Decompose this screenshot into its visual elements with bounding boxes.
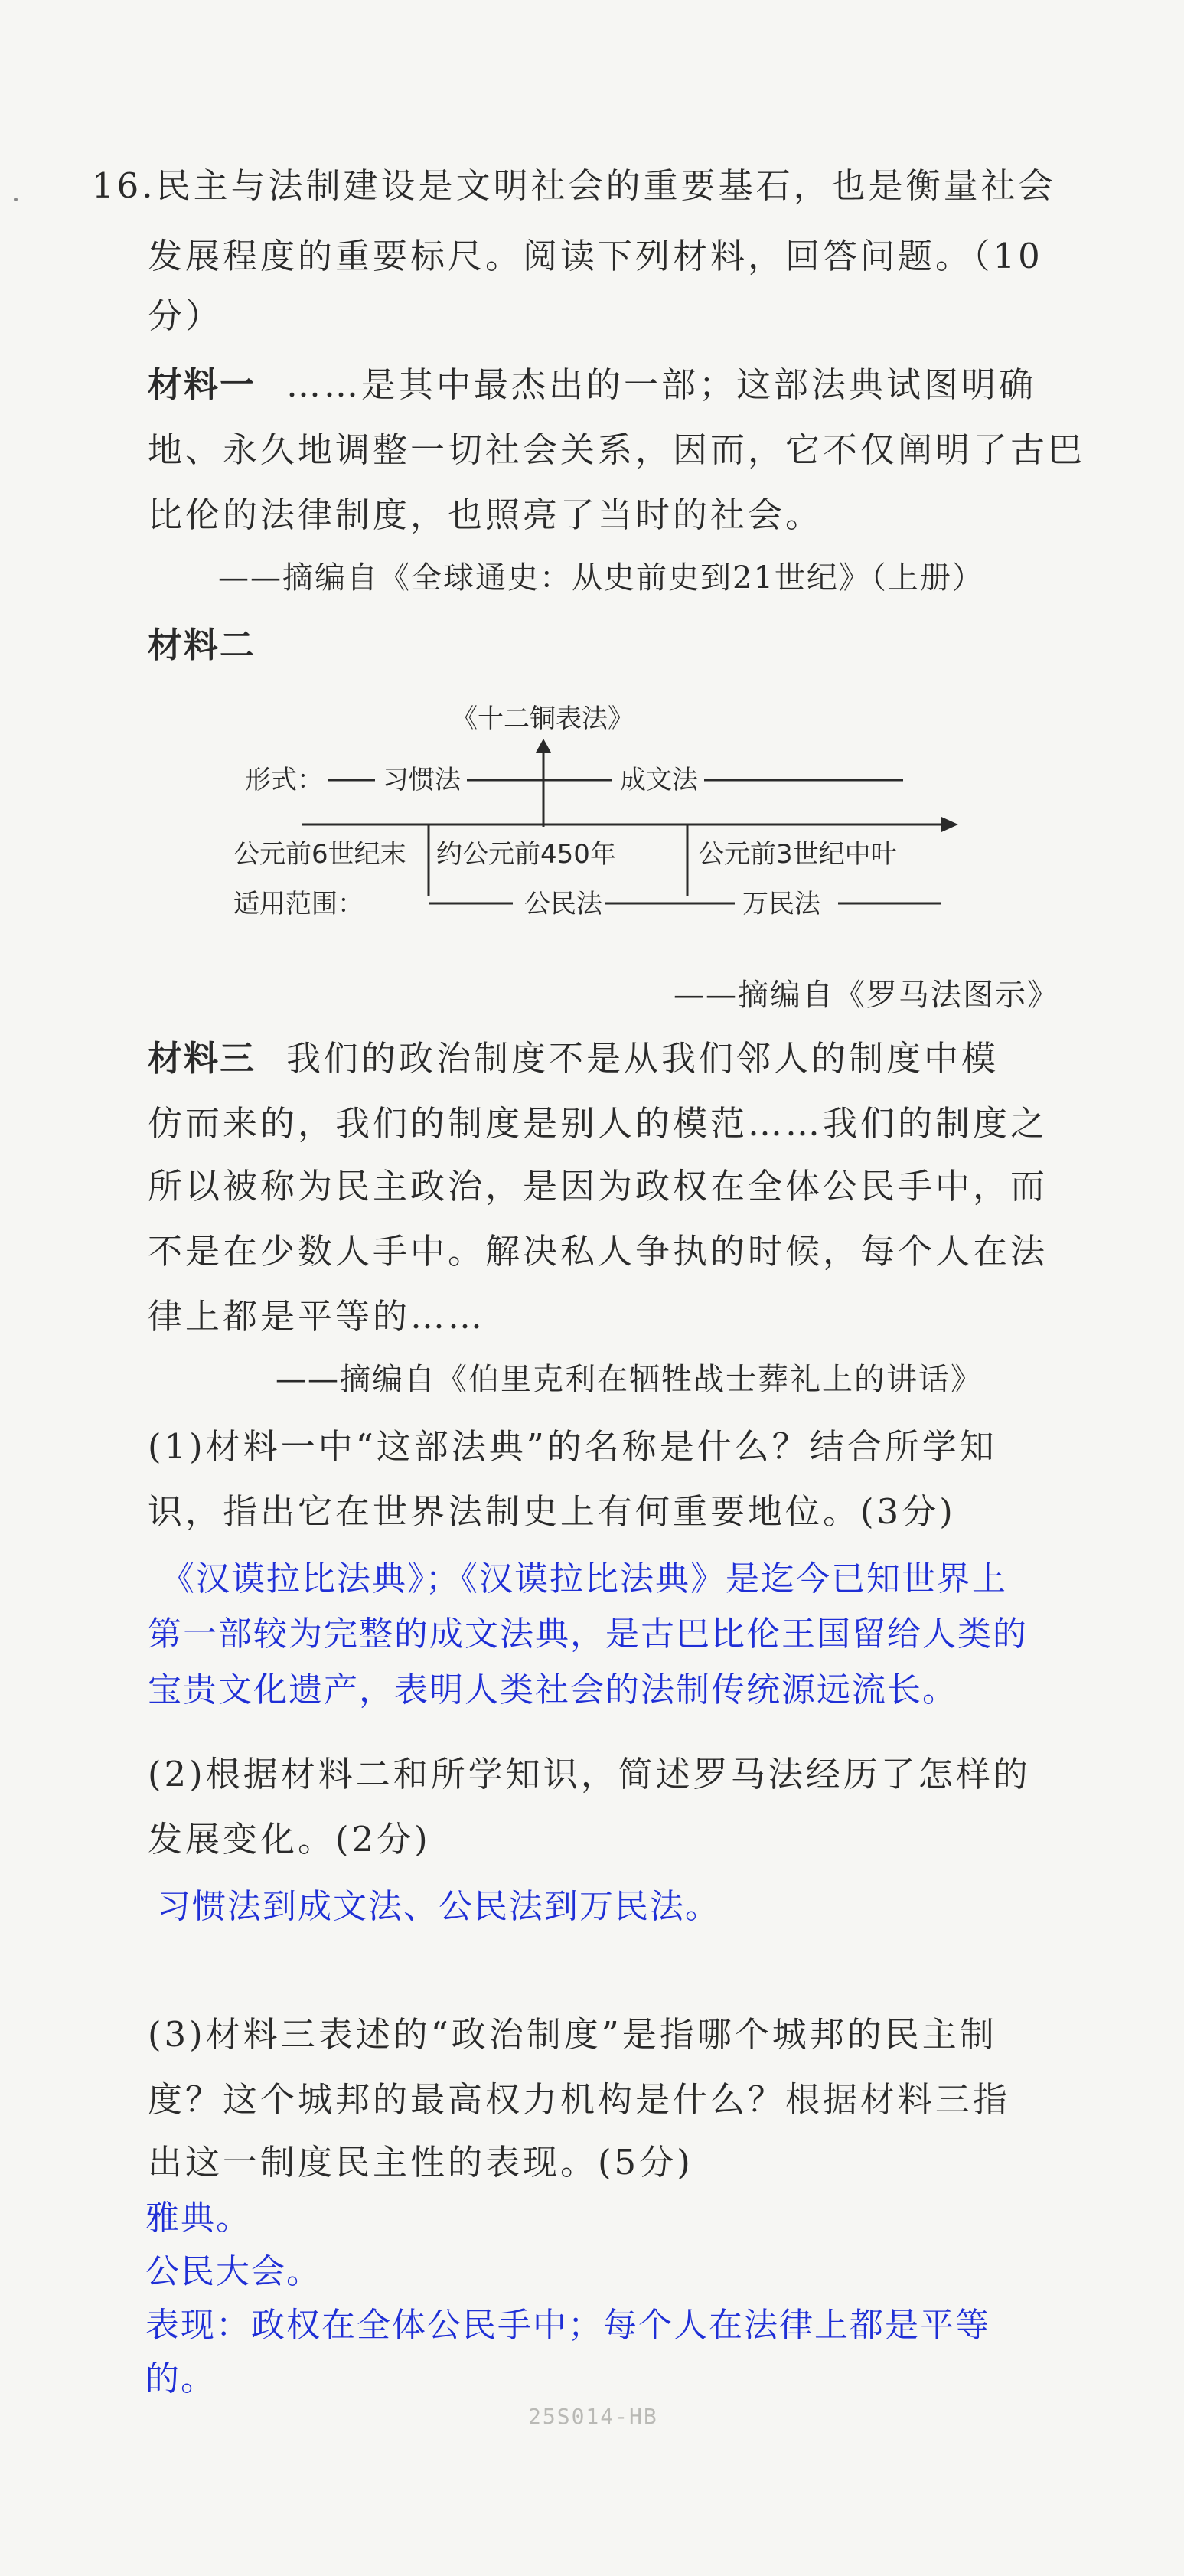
material3-line-5: 律上都是平等的…… (148, 1296, 486, 1337)
material1-label: 材料一 (148, 364, 256, 405)
scope-label: 适用范围： (233, 889, 364, 919)
material2-source: ——摘编自《罗马法图示》 (674, 978, 1059, 1013)
question-stem-line-2: 发展程度的重要标尺。阅读下列材料，回答问题。（10 (148, 236, 1043, 276)
margin-dot (14, 198, 18, 201)
sub1-answer-line-1: 《汉谟拉比法典》；《汉谟拉比法典》是迄今已知世界上 (161, 1559, 1007, 1598)
sub1-line-1: (1)材料一中“这部法典”的名称是什么？结合所学知 (148, 1426, 997, 1467)
material3-line-4: 不是在少数人手中。解决私人争执的时候，每个人在法 (148, 1231, 1049, 1272)
sub2-answer-line-1: 习惯法到成文法、公民法到万民法。 (157, 1887, 720, 1926)
sub3-answer-line-3: 表现：政权在全体公民手中；每个人在法律上都是平等 (145, 2306, 990, 2345)
material1-source: ——摘编自《全球通史：从史前史到21世纪》（上册） (218, 560, 984, 596)
diagram-title: 《十二铜表法》 (452, 704, 634, 734)
sub2-line-2: 发展变化。(2分) (148, 1819, 431, 1859)
title-arrow-head (536, 739, 551, 753)
page-code: 25S014-HB (528, 2404, 658, 2429)
sub3-answer-line-1: 雅典。 (145, 2199, 251, 2238)
question-stem-line-3: 分） (148, 295, 223, 336)
question-number: 16. (92, 165, 156, 206)
scope-stage-civil: 公民法 (524, 889, 602, 919)
sub3-line-1: (3)材料三表述的“政治制度”是指哪个城邦的民主制 (148, 2014, 997, 2055)
time-label-3rd-century: 公元前3世纪中叶 (698, 839, 897, 870)
sub3-answer-line-2: 公民大会。 (145, 2252, 321, 2291)
scope-stage-nations: 万民法 (742, 889, 820, 919)
form-stage-customary: 习惯法 (383, 765, 461, 795)
material2-label: 材料二 (148, 625, 256, 665)
material1-line-2: 地、永久地调整一切社会关系，因而，它不仅阐明了古巴 (148, 429, 1086, 470)
sub1-answer-line-3: 宝贵文化遗产，表明人类社会的法制传统源远流长。 (148, 1670, 957, 1709)
material3-source: ——摘编自《伯里克利在牺牲战士葬礼上的讲话》 (276, 1362, 983, 1397)
material3-line-2: 仿而来的，我们的制度是别人的模范……我们的制度之 (148, 1103, 1049, 1144)
roman-law-diagram (230, 693, 964, 945)
sub3-line-3: 出这一制度民主性的表现。(5分) (148, 2142, 693, 2183)
material3-label: 材料三 (148, 1038, 256, 1079)
question-stem-line-1: 16.民主与法制建设是文明社会的重要基石，也是衡量社会 (92, 165, 1056, 206)
material1-line-1: 材料一 ……是其中最杰出的一部；这部法典试图明确 (148, 364, 1037, 405)
form-label: 形式： (245, 765, 323, 795)
material1-line-3: 比伦的法律制度，也照亮了当时的社会。 (148, 495, 824, 535)
sub1-answer-line-2: 第一部较为完整的成文法典，是古巴比伦王国留给人类的 (148, 1614, 1028, 1654)
timeline-arrow-head (941, 817, 958, 832)
time-label-450bc: 约公元前450年 (436, 839, 616, 870)
material3-line-3: 所以被称为民主政治，是因为政权在全体公民手中，而 (148, 1166, 1049, 1206)
sub2-line-1: (2)根据材料二和所学知识，简述罗马法经历了怎样的 (148, 1754, 1031, 1794)
form-stage-written: 成文法 (620, 765, 698, 795)
time-label-6th-century: 公元前6世纪末 (233, 839, 406, 870)
material3-line-1: 材料三 我们的政治制度不是从我们邻人的制度中模 (148, 1038, 1000, 1079)
sub1-line-2: 识，指出它在世界法制史上有何重要地位。(3分) (148, 1491, 956, 1532)
sub3-answer-line-4: 的。 (145, 2359, 216, 2398)
sub3-line-2: 度？这个城邦的最高权力机构是什么？根据材料三指 (148, 2079, 1011, 2120)
